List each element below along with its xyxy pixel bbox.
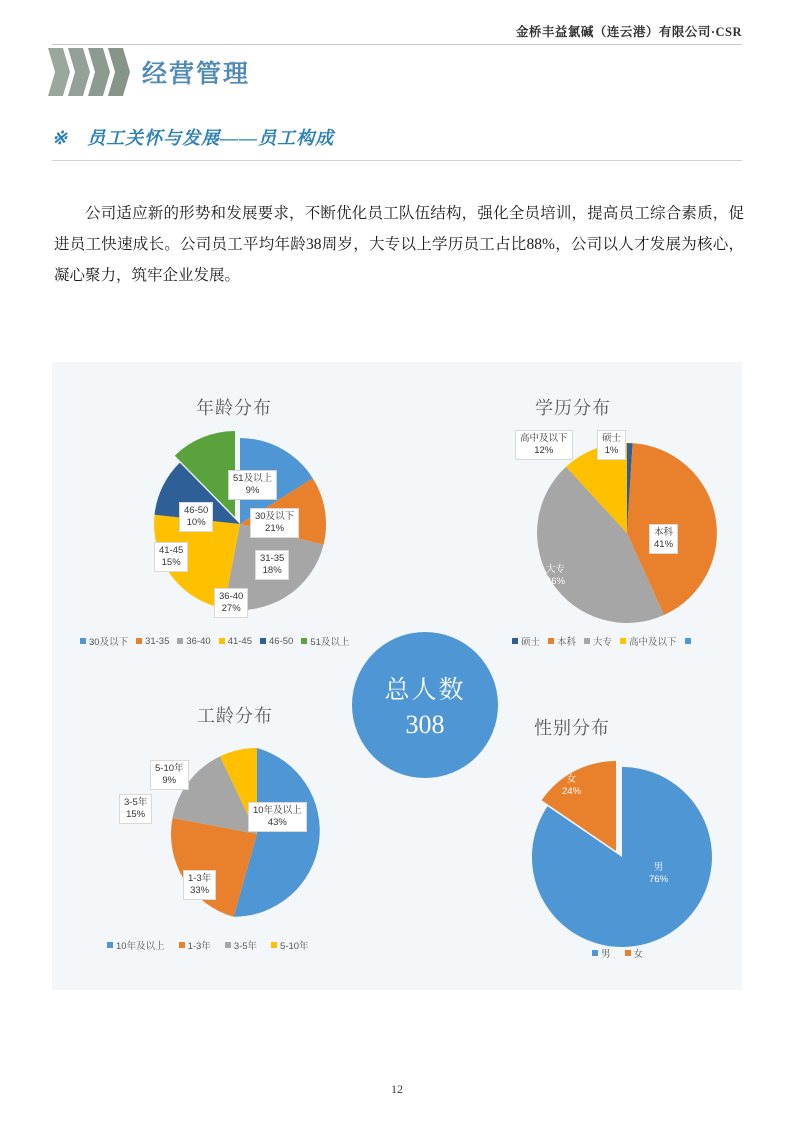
age-callout-41-45 bbox=[154, 542, 188, 572]
age-callout-41-45-label: 41-45 bbox=[159, 545, 184, 556]
legend-label: 1-3年 bbox=[187, 941, 211, 952]
gender-inlabel-female-value: 24% bbox=[562, 785, 582, 797]
chevron-icon bbox=[88, 48, 110, 96]
legend-label: 男 bbox=[601, 949, 611, 960]
legend-label: 5-10年 bbox=[280, 941, 309, 952]
legend-item bbox=[177, 636, 210, 647]
age-callout-31-35-label: 31-35 bbox=[260, 553, 285, 564]
age-callout-51above-label: 51及以上 bbox=[233, 473, 273, 484]
chevron-icon bbox=[68, 48, 90, 96]
legend-label: 41-45 bbox=[227, 635, 253, 647]
tenure-callout-10plus-value: 43% bbox=[267, 816, 287, 828]
chapter-title: 经营管理 bbox=[142, 61, 251, 88]
age-chart-title: 年龄分布 bbox=[196, 398, 272, 418]
section-divider bbox=[52, 160, 742, 161]
legend-label: 51及以上 bbox=[310, 637, 350, 648]
age-callout-41-45-value: 15% bbox=[161, 556, 181, 568]
chevron-group-icon bbox=[48, 48, 128, 96]
age-callout-30below-label: 30及以下 bbox=[255, 511, 295, 522]
section-marker-icon: ※ bbox=[52, 128, 69, 148]
education-callout-highschool-label: 高中及以下 bbox=[520, 433, 568, 444]
legend-item bbox=[584, 634, 612, 648]
age-callout-30below bbox=[250, 508, 299, 538]
education-callout-master-label: 硕士 bbox=[602, 433, 622, 444]
tenure-callout-5-10 bbox=[150, 760, 189, 790]
gender-inlabel-male-label: 男 bbox=[653, 862, 664, 873]
age-chart-legend bbox=[80, 634, 370, 648]
age-callout-31-35 bbox=[255, 550, 289, 580]
education-chart-title: 学历分布 bbox=[535, 398, 611, 418]
age-callout-46-50 bbox=[179, 502, 213, 532]
legend-label: 30及以下 bbox=[89, 637, 129, 648]
legend-item bbox=[219, 636, 252, 647]
legend-label: 3-5年 bbox=[233, 941, 258, 952]
age-callout-36-40-value: 27% bbox=[221, 602, 241, 614]
section-heading bbox=[52, 124, 334, 150]
education-callout-bachelor bbox=[649, 524, 678, 554]
legend-label: 高中及以下 bbox=[629, 637, 677, 648]
legend-item bbox=[107, 938, 165, 952]
legend-label: 10年及以上 bbox=[116, 941, 165, 952]
gender-inlabel-female-label: 女 bbox=[566, 774, 577, 785]
gender-chart-title: 性别分布 bbox=[534, 718, 610, 738]
legend-label: 本科 bbox=[557, 637, 577, 648]
tenure-callout-5-10-value: 9% bbox=[162, 774, 177, 786]
education-inlabel-college-label: 大专 bbox=[546, 564, 566, 575]
tenure-callout-1-3-value: 33% bbox=[190, 884, 210, 896]
age-callout-36-40-label: 36-40 bbox=[219, 591, 244, 602]
legend-label: 大专 bbox=[593, 637, 613, 648]
age-callout-51above bbox=[228, 470, 277, 500]
legend-item bbox=[301, 634, 349, 648]
age-callout-51above-value: 9% bbox=[245, 484, 260, 496]
legend-item bbox=[80, 634, 128, 648]
legend-label: 31-35 bbox=[145, 635, 170, 647]
age-callout-46-50-label: 46-50 bbox=[184, 505, 209, 516]
legend-label: 36-40 bbox=[186, 635, 211, 647]
education-inlabel-college bbox=[546, 564, 565, 588]
legend-label: 硕士 bbox=[521, 637, 541, 648]
section-heading-text: 员工关怀与发展——员工构成 bbox=[87, 128, 335, 148]
chapter-banner bbox=[48, 48, 250, 96]
age-callout-31-35-value: 18% bbox=[262, 564, 282, 576]
education-inlabel-college-value: 46% bbox=[546, 575, 566, 587]
page-number: 12 bbox=[391, 1082, 403, 1096]
legend-item bbox=[136, 636, 169, 647]
legend-item bbox=[260, 636, 293, 647]
tenure-chart-legend bbox=[107, 938, 407, 952]
total-headcount-value: 308 bbox=[405, 710, 445, 739]
tenure-callout-1-3-label: 1-3年 bbox=[188, 873, 212, 884]
total-headcount-bubble bbox=[352, 632, 498, 778]
legend-label: 46-50 bbox=[269, 635, 294, 647]
gender-inlabel-male-value: 76% bbox=[649, 873, 669, 885]
chevron-icon bbox=[108, 48, 130, 96]
legend-item bbox=[685, 638, 691, 644]
education-callout-highschool-value: 12% bbox=[534, 444, 554, 456]
chevron-icon bbox=[48, 48, 70, 96]
tenure-callout-10plus bbox=[248, 802, 307, 832]
tenure-callout-3-5 bbox=[119, 794, 152, 824]
legend-label: 女 bbox=[633, 949, 644, 960]
education-chart-legend bbox=[512, 634, 742, 648]
total-headcount-label: 总人数 bbox=[384, 677, 466, 704]
tenure-callout-1-3 bbox=[183, 870, 216, 900]
document-header-company: 金桥丰益氯碱（连云港）有限公司·CSR bbox=[515, 25, 742, 39]
gender-chart-legend bbox=[592, 946, 732, 960]
header-divider bbox=[52, 44, 742, 45]
tenure-callout-3-5-label: 3-5年 bbox=[124, 797, 148, 808]
tenure-callout-3-5-value: 15% bbox=[126, 808, 146, 820]
page-edge-strip bbox=[0, 0, 18, 1123]
tenure-chart-title: 工龄分布 bbox=[197, 706, 273, 726]
education-callout-master bbox=[597, 430, 626, 460]
gender-inlabel-female bbox=[562, 774, 581, 798]
legend-item bbox=[512, 634, 540, 648]
education-callout-highschool bbox=[515, 430, 573, 460]
legend-item bbox=[179, 938, 211, 952]
age-callout-36-40 bbox=[214, 588, 248, 618]
age-callout-30below-value: 21% bbox=[265, 522, 285, 534]
gender-inlabel-male bbox=[649, 862, 668, 886]
legend-item bbox=[271, 938, 309, 952]
education-callout-bachelor-label: 本科 bbox=[654, 527, 674, 538]
charts-panel bbox=[52, 362, 742, 990]
gender-pie-chart bbox=[517, 752, 727, 962]
legend-item bbox=[625, 946, 644, 960]
legend-item bbox=[225, 938, 257, 952]
legend-item bbox=[620, 634, 677, 648]
education-callout-bachelor-value: 41% bbox=[654, 538, 674, 550]
body-paragraph: 公司适应新的形势和发展要求，不断优化员工队伍结构，强化全员培训，提高员工综合素质，促进员工快速成长。公司员工平均年龄38周岁，大专以上学历员工占比88%，公司以人才发展为核心，凝心聚力，筑牢企业发展。 bbox=[54, 205, 744, 284]
age-callout-46-50-value: 10% bbox=[186, 516, 206, 528]
tenure-callout-5-10-label: 5-10年 bbox=[155, 763, 184, 774]
tenure-callout-10plus-label: 10年及以上 bbox=[253, 805, 302, 816]
legend-item bbox=[548, 634, 576, 648]
legend-item bbox=[592, 946, 611, 960]
education-callout-master-value: 1% bbox=[604, 444, 619, 456]
